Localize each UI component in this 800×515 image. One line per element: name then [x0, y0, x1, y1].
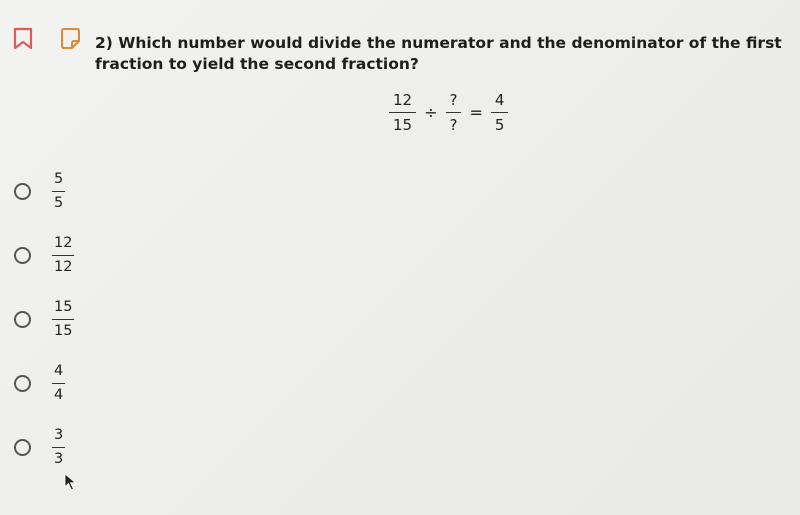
fraction-numerator: ? — [449, 91, 458, 109]
fraction-numerator: 15 — [54, 299, 73, 315]
fraction-bar — [446, 112, 462, 113]
fraction-bar — [52, 447, 65, 448]
fraction-bar — [52, 319, 74, 320]
fraction-bar — [52, 383, 65, 384]
fraction-numerator: 12 — [54, 235, 73, 251]
fraction-denominator: 15 — [393, 116, 413, 134]
fraction-bar — [52, 191, 65, 192]
fraction-denominator: 5 — [494, 116, 505, 134]
answer-option-1[interactable] — [14, 170, 65, 213]
option-fraction — [52, 298, 74, 341]
divide-operator: ÷ — [424, 103, 438, 122]
note-icon[interactable] — [58, 27, 82, 51]
fraction-divisor — [446, 90, 462, 135]
bookmark-icon[interactable] — [12, 27, 34, 51]
fraction-denominator: 3 — [54, 451, 64, 467]
question-text: 2) Which number would divide the numerator and the denominator of the first fraction to yield the second fraction? — [95, 34, 782, 73]
fraction-numerator: 3 — [54, 427, 64, 443]
fraction-numerator: 4 — [494, 91, 505, 109]
option-fraction — [52, 170, 65, 213]
radio-button[interactable] — [14, 183, 31, 200]
fraction-bar — [491, 112, 509, 113]
answer-option-5[interactable] — [14, 426, 65, 469]
answer-option-2[interactable] — [14, 234, 74, 277]
question-equation — [389, 90, 508, 135]
fraction-denominator: 4 — [54, 387, 64, 403]
fraction-numerator: 5 — [54, 171, 64, 187]
radio-button[interactable] — [14, 247, 31, 264]
option-fraction — [52, 362, 65, 405]
fraction-numerator: 4 — [54, 363, 64, 379]
radio-button[interactable] — [14, 311, 31, 328]
equals-operator: = — [469, 103, 483, 122]
fraction-bar — [52, 255, 74, 256]
fraction-denominator: 15 — [54, 323, 73, 339]
radio-button[interactable] — [14, 375, 31, 392]
fraction-denominator: 12 — [54, 259, 73, 275]
answer-option-4[interactable] — [14, 362, 65, 405]
fraction-bar — [389, 112, 416, 113]
fraction-numerator: 12 — [393, 91, 413, 109]
fraction-first — [389, 90, 416, 135]
answer-option-3[interactable] — [14, 298, 74, 341]
mouse-cursor-icon — [64, 473, 78, 491]
fraction-result — [491, 90, 509, 135]
option-fraction — [52, 426, 65, 469]
fraction-denominator: ? — [449, 116, 458, 134]
fraction-denominator: 5 — [54, 195, 64, 211]
option-fraction — [52, 234, 74, 277]
radio-button[interactable] — [14, 439, 31, 456]
